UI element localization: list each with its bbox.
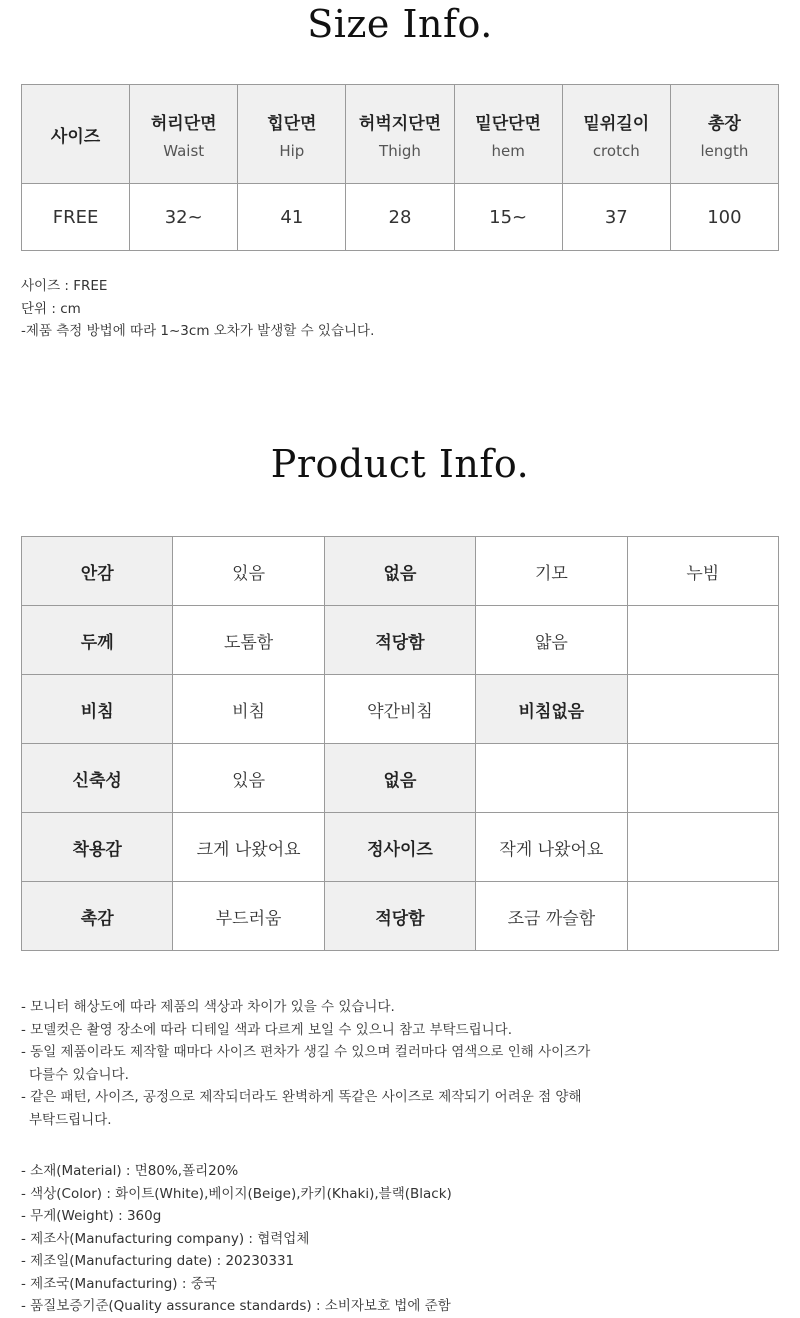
disclaimer-line: - 같은 패턴, 사이즈, 공정으로 제작되더라도 완벽하게 똑같은 사이즈로 제작되기 어려운 점 양해 — [21, 1089, 582, 1105]
product-cell-selected: 적당함 — [324, 606, 475, 675]
spec-color: - 색상(Color) : 화이트(White),베이지(Beige),카키(Khaki),블랙(Black) — [21, 1185, 452, 1202]
product-cell-label: 촉감 — [22, 882, 173, 951]
header-en-label: Waist — [163, 141, 205, 160]
header-ko-label: 밑단단면 — [475, 113, 541, 134]
size-note-line: 사이즈 : FREE — [21, 278, 108, 294]
size-header-crotch — [562, 85, 670, 184]
disclaimer-line: - 동일 제품이라도 제작할 때마다 사이즈 편차가 생길 수 있으며 컬러마다 염색으로 인해 사이즈가 — [21, 1044, 591, 1060]
product-row-texture — [22, 882, 779, 951]
spec-material: - 소재(Material) : 면80%,폴리20% — [21, 1163, 239, 1179]
product-cell — [627, 744, 778, 813]
product-info-table — [21, 536, 779, 951]
product-cell — [627, 606, 778, 675]
size-cell: 32~ — [130, 184, 238, 251]
header-ko-label: 사이즈 — [50, 126, 101, 147]
product-cell-selected: 비침없음 — [476, 675, 627, 744]
header-en-label: Hip — [279, 141, 305, 160]
size-cell: 100 — [670, 184, 778, 251]
product-cell: 조금 까슬함 — [476, 882, 627, 951]
size-cell: 28 — [346, 184, 454, 251]
product-cell: 누빔 — [627, 537, 778, 606]
product-spec-list — [21, 1160, 452, 1318]
header-en-label: length — [700, 141, 749, 160]
header-en-label: crotch — [592, 141, 640, 160]
product-cell-selected: 없음 — [324, 744, 475, 813]
spec-weight: - 무게(Weight) : 360g — [21, 1208, 162, 1224]
size-cell: 15~ — [454, 184, 562, 251]
product-cell: 부드러움 — [173, 882, 324, 951]
product-cell-label: 안감 — [22, 537, 173, 606]
product-cell-label: 두께 — [22, 606, 173, 675]
size-table — [21, 84, 779, 251]
spec-manufacturer: - 제조사(Manufacturing company) : 협력업체 — [21, 1230, 310, 1247]
product-cell — [476, 744, 627, 813]
spec-country: - 제조국(Manufacturing) : 중국 — [21, 1275, 217, 1292]
disclaimer-line: - 모델컷은 촬영 장소에 따라 디테일 색과 다르게 보일 수 있으니 참고 부탁드립니다. — [21, 1021, 513, 1038]
size-header-thigh — [346, 85, 454, 184]
size-info-title: Size Info. — [307, 2, 493, 46]
product-cell-selected: 정사이즈 — [324, 813, 475, 882]
product-cell: 약간비침 — [324, 675, 475, 744]
product-cell — [627, 882, 778, 951]
size-value-row — [22, 184, 779, 251]
size-notes — [21, 275, 374, 343]
header-ko-label: 밑위길이 — [583, 113, 650, 134]
disclaimer-line: 부탁드립니다. — [29, 1111, 112, 1128]
header-ko-label: 총장 — [707, 113, 741, 134]
product-row-thickness — [22, 606, 779, 675]
product-cell: 기모 — [476, 537, 627, 606]
size-header-length — [670, 85, 778, 184]
header-ko-label: 허벅지단면 — [358, 113, 442, 134]
size-cell: FREE — [22, 184, 130, 251]
product-cell: 크게 나왔어요 — [173, 813, 324, 882]
disclaimer-notes — [21, 996, 590, 1131]
product-row-sheerness — [22, 675, 779, 744]
size-note-line: -제품 측정 방법에 따라 1~3cm 오차가 발생할 수 있습니다. — [21, 323, 375, 339]
product-cell-label: 착용감 — [22, 813, 173, 882]
header-en-label: hem — [491, 141, 525, 160]
product-row-stretch — [22, 744, 779, 813]
product-cell: 있음 — [173, 744, 324, 813]
size-note-line: 단위 : cm — [21, 300, 81, 317]
product-row-lining — [22, 537, 779, 606]
product-info-title: Product Info. — [270, 442, 530, 486]
product-cell-selected: 없음 — [324, 537, 475, 606]
product-cell: 얇음 — [476, 606, 627, 675]
size-cell: 37 — [562, 184, 670, 251]
disclaimer-line: - 모니터 해상도에 따라 제품의 색상과 차이가 있을 수 있습니다. — [21, 999, 395, 1015]
product-row-fit — [22, 813, 779, 882]
product-cell — [627, 675, 778, 744]
size-cell: 41 — [238, 184, 346, 251]
header-ko-label: 허리단면 — [150, 113, 217, 134]
header-en-label: Thigh — [379, 141, 421, 160]
size-header-size — [22, 85, 130, 184]
spec-manufacturing-date: - 제조일(Manufacturing date) : 20230331 — [21, 1253, 295, 1269]
product-cell: 비침 — [173, 675, 324, 744]
header-ko-label: 힙단면 — [267, 113, 317, 134]
product-cell: 있음 — [173, 537, 324, 606]
disclaimer-line: 다를수 있습니다. — [29, 1066, 129, 1083]
size-header-waist — [130, 85, 238, 184]
size-header-row — [22, 85, 779, 184]
product-cell-label: 비침 — [22, 675, 173, 744]
product-cell-selected: 적당함 — [324, 882, 475, 951]
spec-quality-standard: - 품질보증기준(Quality assurance standards) : 소비자보호 법에 준함 — [21, 1298, 451, 1314]
size-header-hip — [238, 85, 346, 184]
product-cell — [627, 813, 778, 882]
size-header-hem — [454, 85, 562, 184]
product-cell: 작게 나왔어요 — [476, 813, 627, 882]
product-cell-label: 신축성 — [22, 744, 173, 813]
product-cell: 도톰함 — [173, 606, 324, 675]
